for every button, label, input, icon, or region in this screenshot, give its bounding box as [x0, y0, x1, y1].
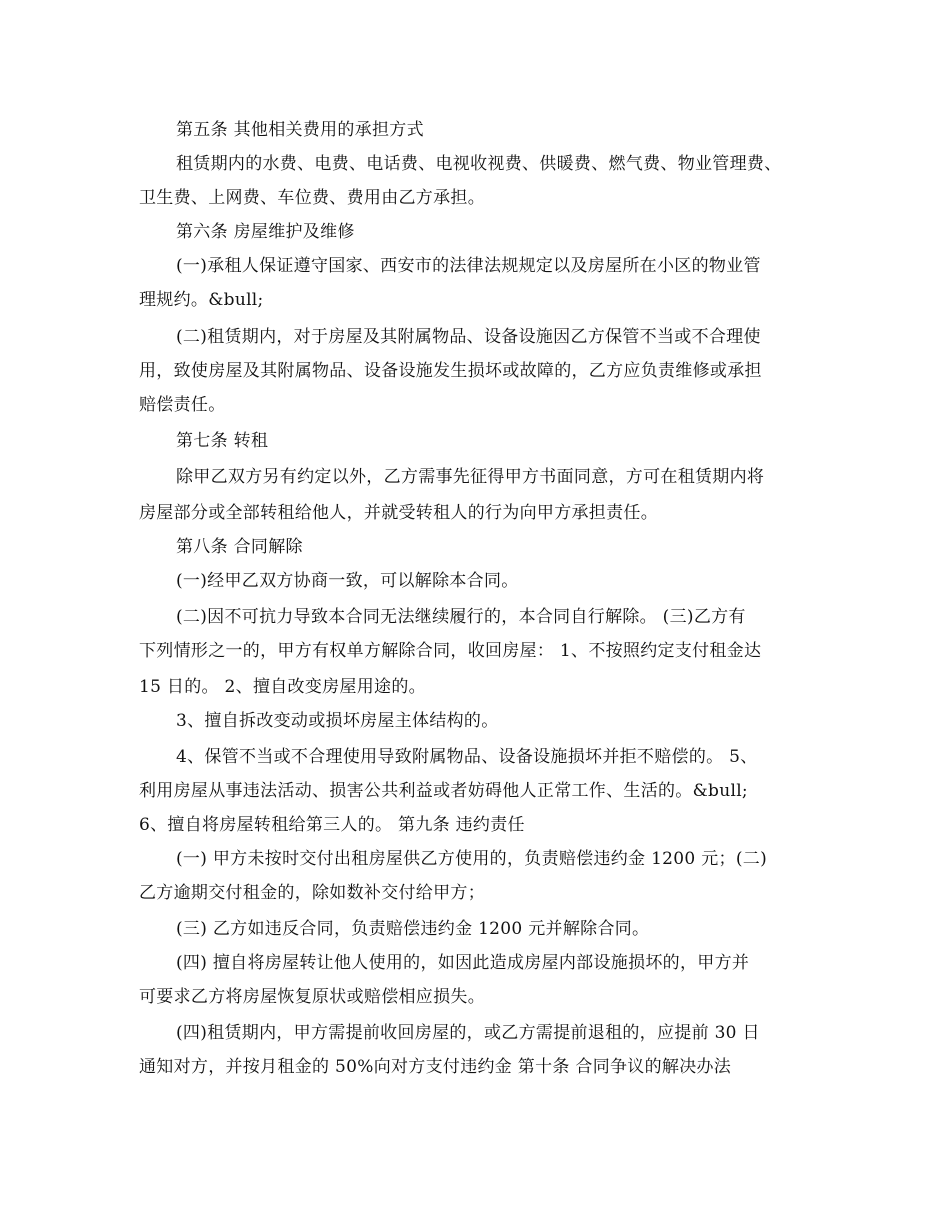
paragraph-line: 下列情形之一的，甲方有权单方解除合同，收回房屋： 1、不按照约定支付租金达 [139, 641, 762, 661]
paragraph-line: 除甲乙双方另有约定以外，乙方需事先征得甲方书面同意，方可在租赁期内将 [176, 467, 765, 487]
paragraph-line: (三) 乙方如违反合同，负责赔偿违约金 1200 元并解除合同。 [176, 919, 650, 939]
paragraph-line: (四) 擅自将房屋转让他人使用的，如因此造成房屋内部设施损坏的，甲方并 [176, 953, 750, 973]
paragraph-line: 15 日的。 2、擅自改变房屋用途的。 [139, 677, 426, 697]
paragraph-line: 6、擅自将房屋转租给第三人的。 第九条 违约责任 [139, 815, 525, 835]
paragraph-line: 赔偿责任。 [139, 395, 226, 415]
paragraph-line: 租赁期内的水费、电费、电话费、电视收视费、供暖费、燃气费、物业管理费、 [176, 154, 782, 174]
paragraph-line: (二)因不可抗力导致本合同无法继续履行的，本合同自行解除。 (三)乙方有 [176, 607, 746, 627]
paragraph-line: (一) 甲方未按时交付出租房屋供乙方使用的，负责赔偿违约金 1200 元；(二) [176, 849, 768, 869]
paragraph-line: (四)租赁期内，甲方需提前收回房屋的，或乙方需提前退租的，应提前 30 日 [176, 1023, 760, 1043]
paragraph-line: 乙方逾期交付租金的，除如数补交付给甲方； [139, 883, 485, 903]
article-7-heading: 第七条 转租 [176, 431, 269, 451]
paragraph-line: 通知对方，并按月租金的 50%向对方支付违约金 第十条 合同争议的解决办法 [139, 1057, 732, 1077]
paragraph-line: 3、擅自拆改变动或损坏房屋主体结构的。 [176, 711, 499, 731]
paragraph-line: 房屋部分或全部转租给他人，并就受转租人的行为向甲方承担责任。 [139, 503, 658, 523]
paragraph-line: 卫生费、上网费、车位费、费用由乙方承担。 [139, 188, 485, 208]
article-6-heading: 第六条 房屋维护及维修 [176, 222, 355, 242]
paragraph-line: 利用房屋从事违法活动、损害公共利益或者妨碍他人正常工作、生活的。&bull; [139, 781, 748, 801]
paragraph-line: (一)承租人保证遵守国家、西安市的法律法规规定以及房屋所在小区的物业管 [176, 256, 761, 276]
article-5-heading: 第五条 其他相关费用的承担方式 [176, 120, 424, 140]
paragraph-line: (二)租赁期内，对于房屋及其附属物品、设备设施因乙方保管不当或不合理使 [176, 327, 761, 347]
paragraph-line: (一)经甲乙双方协商一致，可以解除本合同。 [176, 571, 519, 591]
paragraph-line: 4、保管不当或不合理使用导致附属物品、设备设施损坏并拒不赔偿的。 5、 [176, 747, 758, 767]
paragraph-line: 用，致使房屋及其附属物品、设备设施发生损坏或故障的，乙方应负责维修或承担 [139, 361, 762, 381]
paragraph-line: 可要求乙方将房屋恢复原状或赔偿相应损失。 [139, 987, 485, 1007]
article-8-heading: 第八条 合同解除 [176, 537, 303, 557]
paragraph-line: 理规约。&bull; [139, 290, 264, 310]
